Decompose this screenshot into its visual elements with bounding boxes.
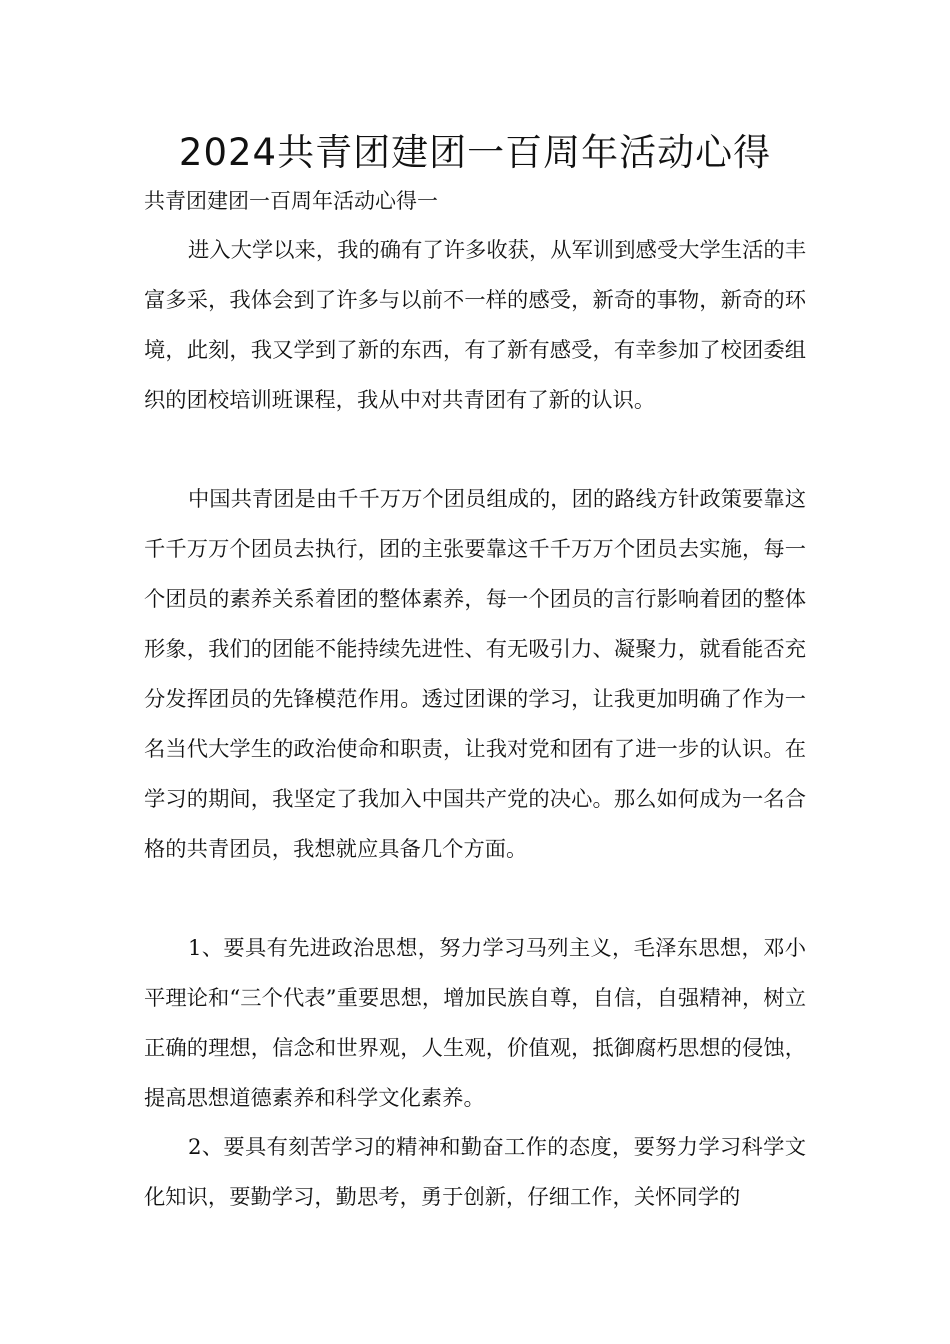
paragraph-1: 进入大学以来，我的确有了许多收获，从军训到感受大学生活的丰富多采，我体会到了许多与以前不一样的感受，新奇的事物，新奇的环境，此刻，我又学到了新的东西，有了新有感受，有幸参加了校团委组织的团校培训班课程，我从中对共青团有了新的认识。 xyxy=(144,238,806,413)
paragraph-2: 中国共青团是由千千万万个团员组成的，团的路线方针政策要靠这千千万万个团员去执行，团的主张要靠这千千万万个团员去实施，每一个团员的素养关系着团的整体素养，每一个团员的言行影响着团的整体形象，我们的团能不能持续先进性、有无吸引力、凝聚力，就看能否充分发挥团员的先锋模范作用。透过团课的学习，让我更加明确了作为一名当代大学生的政治使命和职责，让我对党和团有了进一步的认识。在学习的期间，我坚定了我加入中国共产党的决心。那么如何成为一名合格的共青团员，我想就应具备几个方面。 xyxy=(144,487,806,862)
paragraph-3: 1、要具有先进政治思想，努力学习马列主义，毛泽东思想，邓小平理论和“三个代表”重要思想，增加民族自尊，自信，自强精神，树立正确的理想，信念和世界观，人生观，价值观，抵御腐朽思想的侵蚀，提高思想道德素养和科学文化素养。 xyxy=(144,936,806,1111)
paragraph-4: 2、要具有刻苦学习的精神和勤奋工作的态度，要努力学习科学文化知识，要勤学习，勤思考，勇于创新，仔细工作，关怀同学的 xyxy=(144,1135,806,1210)
document-subtitle: 共青团建团一百周年活动心得一 xyxy=(144,189,438,213)
document-title: 2024共青团建团一百周年活动心得 xyxy=(178,131,772,174)
